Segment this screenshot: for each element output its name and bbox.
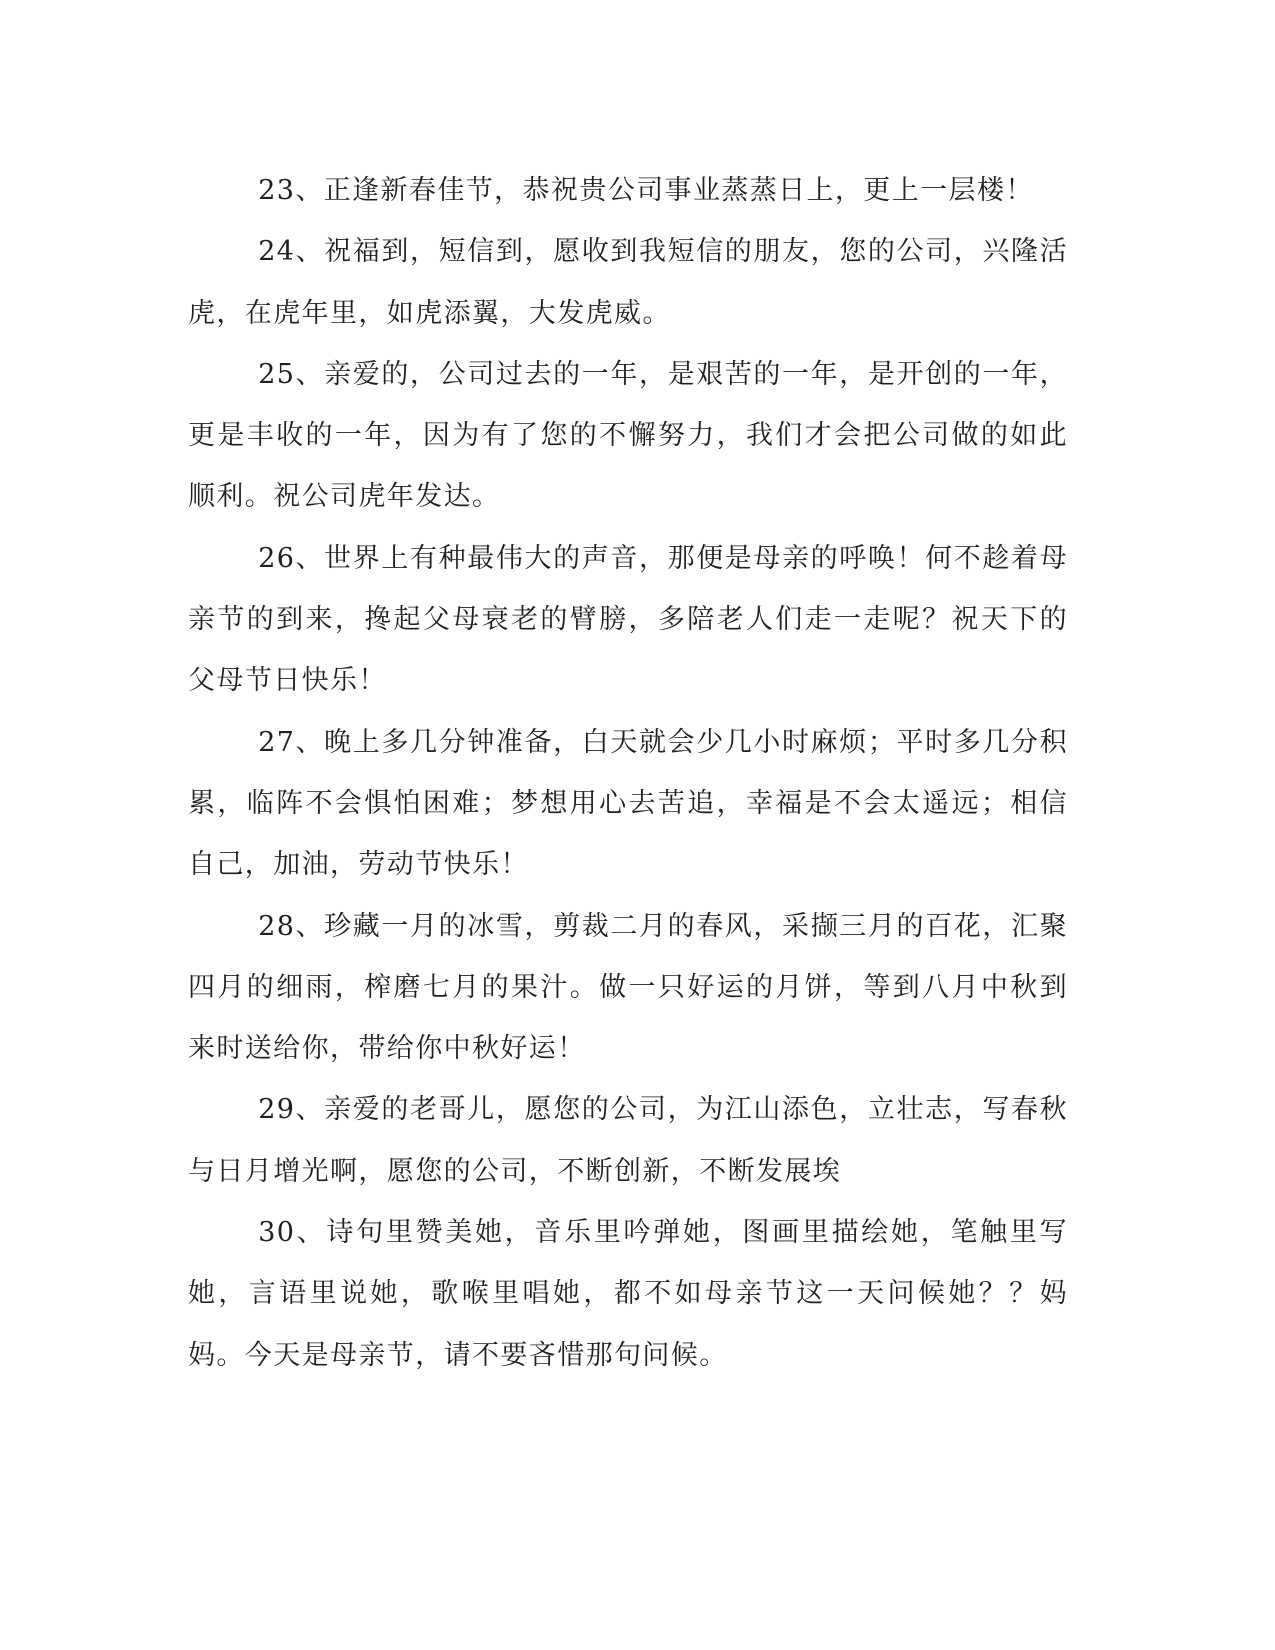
paragraph-28: 28、珍藏一月的冰雪，剪裁二月的春风，采撷三月的百花，汇聚四月的细雨，榨磨七月的果汁。做一只好运的月饼，等到八月中秋到来时送给你，带给你中秋好运！ [188, 910, 1068, 1065]
paragraph-25: 25、亲爱的，公司过去的一年，是艰苦的一年，是开创的一年，更是丰收的一年，因为有了您的不懈努力，我们才会把公司做的如此顺利。祝公司虎年发达。 [188, 358, 1068, 513]
paragraph-30: 30、诗句里赞美她，音乐里吟弹她，图画里描绘她，笔触里写她，言语里说她，歌喉里唱她，都不如母亲节这一天问候她？？妈妈。今天是母亲节，请不要吝惜那句问候。 [188, 1217, 1068, 1371]
paragraph-23: 23、正逢新春佳节，恭祝贵公司事业蒸蒸日上，更上一层楼！ [258, 175, 1034, 206]
document-body [188, 160, 1068, 1386]
paragraph-24: 24、祝福到，短信到，愿收到我短信的朋友，您的公司，兴隆活虎，在虎年里，如虎添翼，大发虎威。 [188, 236, 1068, 329]
paragraph-26: 26、世界上有种最伟大的声音，那便是母亲的呼唤！何不趁着母亲节的到来，搀起父母衰老的臂膀，多陪老人们走一走呢？祝天下的父母节日快乐！ [188, 542, 1068, 697]
paragraph-27: 27、晚上多几分钟准备，白天就会少几小时麻烦；平时多几分积累，临阵不会惧怕困难；梦想用心去苦追，幸福是不会太遥远；相信自己，加油，劳动节快乐！ [188, 726, 1068, 881]
paragraph-29: 29、亲爱的老哥儿，愿您的公司，为江山添色，立壮志，写春秋与日月增光啊，愿您的公司，不断创新，不断发展埃 [188, 1094, 1068, 1187]
